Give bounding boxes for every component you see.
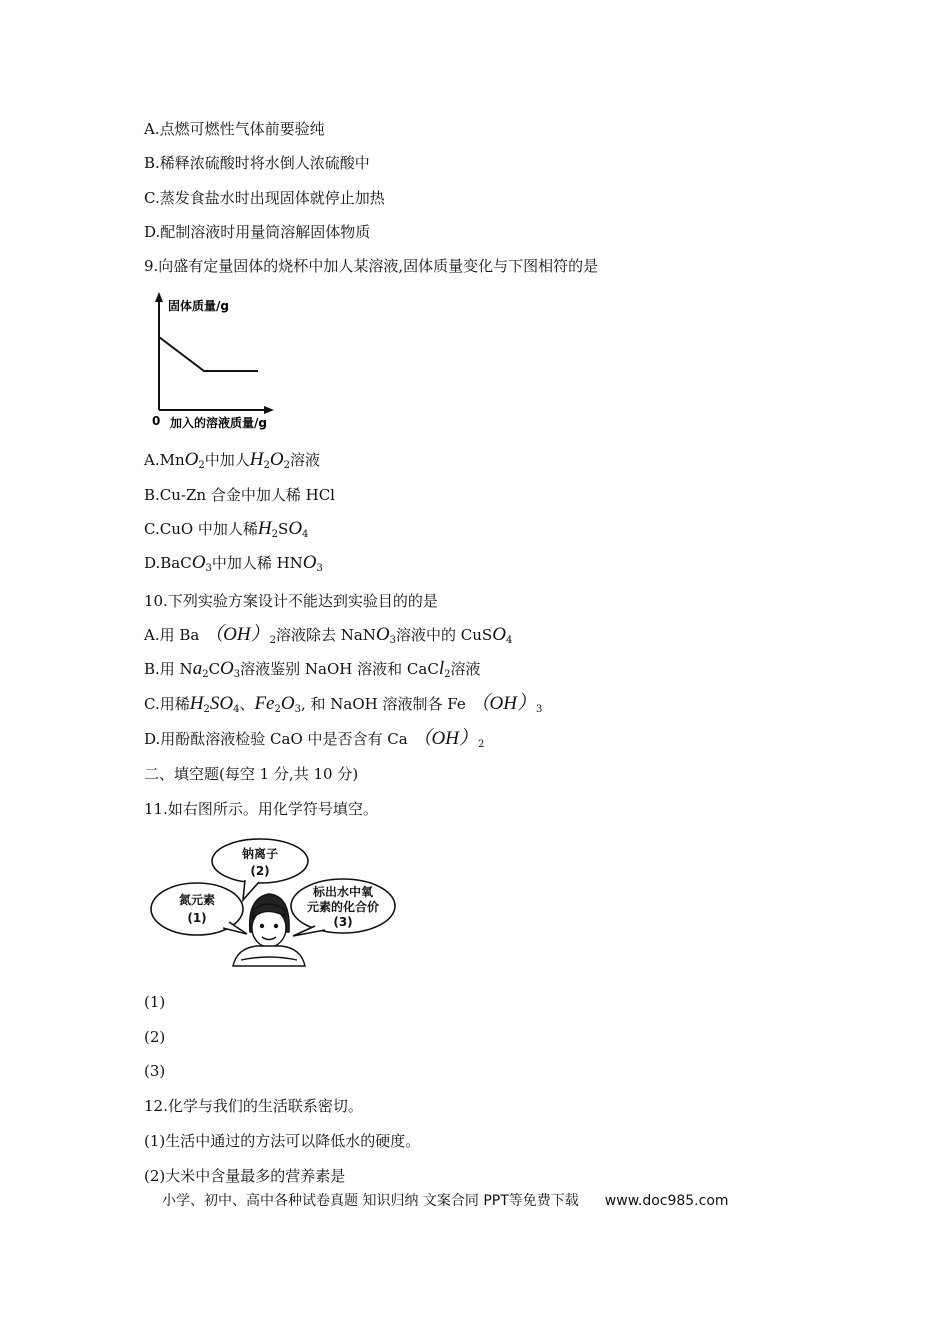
footer — [162, 1190, 729, 1210]
q9-option-d: D.BaCO$_3$中加人稀 $HNO_3$ — [144, 552, 323, 574]
q9-graph — [148, 290, 288, 432]
q12-stem: 12.化学与我们的生活联系密切。 — [144, 1097, 363, 1115]
q10-option-c: C.用稀$H_2SO_4$、$Fe_2O_3$, 和 NaOH 溶液制各 Fe $(OH)_3$ — [144, 693, 543, 715]
q10-stem: 10.下列实验方案设计不能达到实验目的的是 — [144, 592, 438, 610]
y-axis-arrow — [155, 292, 163, 302]
x-axis-arrow — [264, 406, 274, 414]
q10-option-a: A.用 Ba $(OH)_2$溶液除去 NaNO$_3$溶液中的 CuSO$_4$ — [144, 624, 513, 646]
footer-text: 小学、初中、高中各种试卷真题 知识归纳 文案合同 PPT等免费下载 — [162, 1193, 579, 1209]
q11-answer-2: (2) — [144, 1028, 166, 1046]
q12-part-1: (1)生活中通过的方法可以降低水的硬度。 — [144, 1132, 421, 1150]
q11-stem: 11.如右图所示。用化学符号填空。 — [144, 800, 378, 818]
mass-curve — [159, 337, 258, 371]
bubble-right-text-1: 标出水中氧 — [312, 885, 374, 899]
q11-answer-3: (3) — [144, 1062, 166, 1080]
q9-stem: 9.向盛有定量固体的烧杯中加人某溶液,固体质量变化与下图相符的是 — [144, 257, 599, 275]
q12-part-2: (2)大米中含量最多的营养素是 — [144, 1167, 346, 1185]
bubble-top-text-2: (2) — [250, 864, 270, 878]
q11-figure — [145, 836, 405, 972]
x-axis-label: 加入的溶液质量/g — [170, 416, 267, 430]
bubble-right-text-3: (3) — [333, 915, 353, 929]
q8-option-d: D.配制溶液时用量筒溶解固体物质 — [144, 223, 371, 241]
section-title: 二、填空题(每空 1 分,共 10 分) — [144, 765, 359, 783]
bubble-top-tail — [243, 880, 259, 900]
q10-option-b: B.用 $Na_2CO_3$溶液鉴别 NaOH 溶液和 CaCl$_2$溶液 — [144, 658, 481, 680]
bubble-left-text-2: (1) — [187, 911, 207, 925]
bubble-left-text-1: 氮元素 — [178, 893, 216, 907]
y-axis-label: 固体质量/g — [168, 299, 229, 313]
bubble-top-text-1: 钠离子 — [241, 847, 279, 861]
q9-option-b: B.Cu-Zn 合金中加人稀 HCl — [144, 486, 335, 504]
bubble-right-text-2: 元素的化合价 — [306, 900, 380, 914]
q8-option-a: A.点燃可燃性气体前要验纯 — [144, 120, 325, 138]
footer-site[interactable]: www.doc985.com — [604, 1193, 729, 1209]
q9-option-c: C.CuO 中加人稀$H_2SO_4$ — [144, 518, 309, 540]
q9-option-a: A.MnO$_2$中加人$H_2O_2$溶液 — [144, 449, 320, 471]
origin-label: 0 — [152, 414, 161, 428]
q10-option-d: D.用酚酞溶液检验 CaO 中是否含有 Ca $(OH)_2$ — [144, 728, 485, 750]
q8-option-b: B.稀释浓硫酸时将水倒人浓硫酸中 — [144, 154, 370, 172]
q8-option-c: C.蒸发食盐水时出现固体就停止加热 — [144, 189, 385, 207]
q11-answer-1: (1) — [144, 993, 166, 1011]
